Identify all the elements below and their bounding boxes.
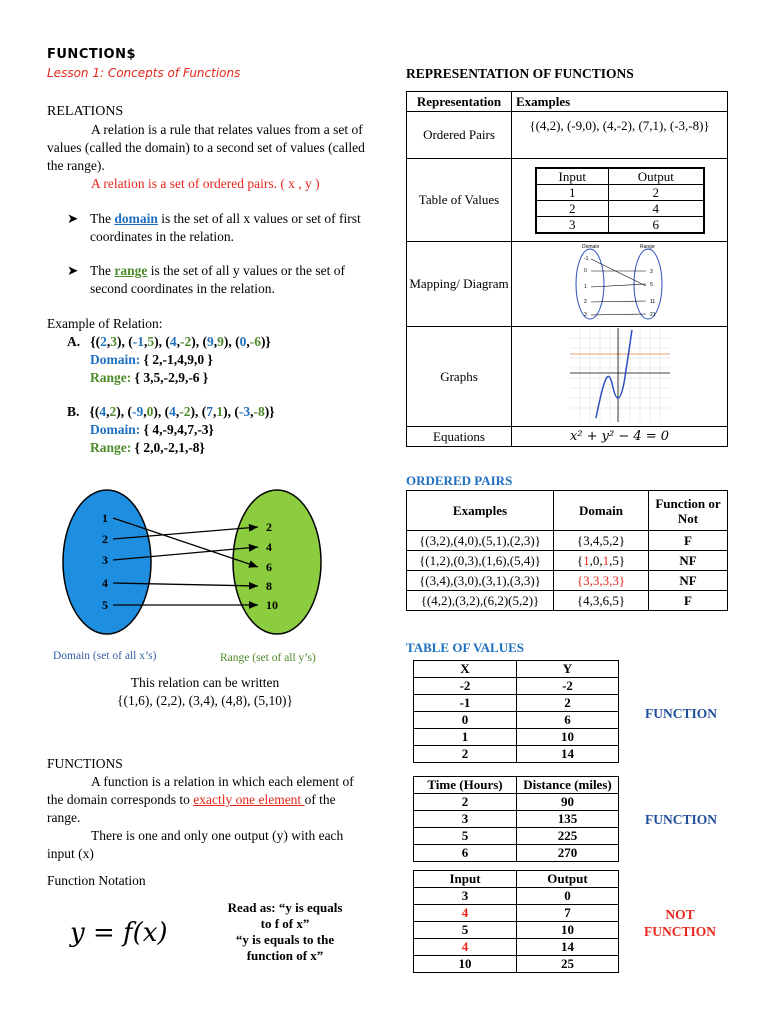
svg-text:-1: -1 <box>583 256 588 262</box>
svg-text:3: 3 <box>649 269 653 275</box>
svg-text:11: 11 <box>649 299 655 305</box>
range-value: 4 <box>266 540 272 554</box>
table-row: -2 -2 <box>414 678 619 695</box>
mini-table: Input Output 1 2 2 4 3 6 <box>535 167 705 234</box>
svg-text:5: 5 <box>649 282 653 288</box>
table-row: {(4,2),(3,2),(6,2)(5,2)} {4,3,6,5} F <box>407 591 728 611</box>
table-row: 3 0 <box>414 888 619 905</box>
rep-table-of-values: Table of Values <box>407 159 512 242</box>
mapping-diagram <box>55 488 335 638</box>
functions-paragraph: A function is a relation in which each element of the domain corresponds to exactly one element of the range. <box>47 774 354 825</box>
table-row: 4 14 <box>414 939 619 956</box>
rep-graphs: Graphs <box>407 327 512 427</box>
domain-value: 3 <box>102 553 108 567</box>
examples-col-header: Examples <box>512 92 728 112</box>
domain-keyword: domain <box>114 211 158 226</box>
rep-ordered-pairs: Ordered Pairs <box>407 112 512 159</box>
page-title: FUNCTION$ <box>47 47 137 62</box>
domain-caption: Domain (set of all x’s) <box>53 650 157 662</box>
svg-text:2: 2 <box>583 299 587 305</box>
table-row: 0 6 <box>414 712 619 729</box>
svg-text:Domain: Domain <box>581 244 599 250</box>
table-of-values-heading: TABLE OF VALUES <box>406 640 525 655</box>
tov-table-1: X Y -2 -2 -1 2 0 6 1 10 2 14 <box>413 660 619 763</box>
table-row: {(1,2),(0,3),(1,6),(5,4)} {1,0,1,5} NF <box>407 551 728 571</box>
svg-text:21: 21 <box>649 312 656 318</box>
ordered-pairs-heading: ORDERED PAIRS <box>406 473 513 488</box>
svg-text:0: 0 <box>583 268 587 274</box>
table-row: {(3,4),(3,0),(3,1),(3,3)} {3,3,3,3} NF <box>407 571 728 591</box>
range-oval <box>233 490 321 634</box>
table-row: 5 10 <box>414 922 619 939</box>
domain-value: 4 <box>102 576 108 590</box>
relation-definition: A relation is a set of ordered pairs. ( x , y ) <box>91 176 320 191</box>
table-row: 2 14 <box>414 746 619 763</box>
lesson-subtitle: Lesson 1: Concepts of Functions <box>47 66 241 80</box>
functions-heading: FUNCTIONS <box>47 756 123 771</box>
svg-text:3: 3 <box>583 312 587 318</box>
mini-graph <box>570 328 670 422</box>
ordered-pairs-table: Examples Domain Function or Not {(3,2),(4,0),(5,1),(2,3)} {3,4,5,2} F {(1,2),(0,3),(1,6),(5,4)} {1,0,1,5} NF {(3,4),(3,0),(3,1),(3,3)} {3,3,3,3} NF {(4,2),(3,2),(6,2)(5,2)} {4,3,6,5} F <box>406 490 728 611</box>
rep-mapping: Mapping/ Diagram <box>407 242 512 327</box>
domain-value: 1 <box>102 511 108 525</box>
equation-example: x² + y² − 4 = 0 <box>512 427 728 447</box>
tov-label-3: NOT FUNCTION <box>643 907 716 939</box>
domain-value: 2 <box>102 532 108 546</box>
relations-paragraph: A relation is a rule that relates values from a set of values (called the domain) to a second set of values (called the range). <box>47 122 365 173</box>
written-relation: This relation can be written {(1,6), (2,2), (3,4), (4,8), (5,10)} <box>116 675 294 708</box>
svg-text:Range: Range <box>639 244 655 250</box>
domain-bullet: ➤ The domain is the set of all x values or set of first coordinates in the relation. <box>67 211 361 244</box>
example-heading: Example of Relation: <box>47 316 163 331</box>
example-b: B. {(4,2), (-9,0), (4,-2), (7,1), (-3,-8)} Domain: { 4,-9,4,7,-3} Range: { 2,0,-2,1,-8} <box>67 404 275 455</box>
table-row: 2 90 <box>414 794 619 811</box>
table-row: 10 25 <box>414 956 619 973</box>
range-value: 2 <box>266 520 272 534</box>
functions-paragraph-2: There is one and only one output (y) with each input (x) <box>47 828 344 861</box>
notation-heading: Function Notation <box>47 873 146 888</box>
tov-label-1: FUNCTION <box>645 706 718 721</box>
mini-mapping-diagram <box>560 242 680 322</box>
representation-table <box>406 91 728 447</box>
function-notation: y = f(x) <box>70 918 168 948</box>
tov-label-2: FUNCTION <box>645 812 718 827</box>
example-a: A. {(2,3), (-1,5), (4,-2), (9,9), (0,-6)} Domain: { 2,-1,4,9,0 } Range: { 3,5,-2,9,-6 } <box>67 334 271 385</box>
relations-heading: RELATIONS <box>47 104 124 119</box>
range-caption: Range (set of all y’s) <box>220 652 316 664</box>
domain-value: 5 <box>102 598 108 612</box>
range-value: 6 <box>266 560 272 574</box>
exactly-one-element: exactly one element <box>193 792 305 807</box>
representation-heading: REPRESENTATION OF FUNCTIONS <box>406 66 634 81</box>
table-row: 6 270 <box>414 845 619 862</box>
table-row: 1 10 <box>414 729 619 746</box>
table-row: {(3,2),(4,0),(5,1),(2,3)} {3,4,5,2} F <box>407 531 728 551</box>
table-row: 4 7 <box>414 905 619 922</box>
table-row: 3 135 <box>414 811 619 828</box>
range-value: 8 <box>266 579 272 593</box>
range-value: 10 <box>266 598 278 612</box>
range-bullet: ➤ The range is the set of all y values or the set of second coordinates in the relation. <box>67 263 345 296</box>
tov-table-3: Input Output 3 0 4 7 5 10 4 14 10 25 <box>413 870 619 973</box>
tov-table-2: Time (Hours) Distance (miles) 2 90 3 135 5 225 6 270 <box>413 776 619 862</box>
table-row: -1 2 <box>414 695 619 712</box>
rep-col-header: Representation <box>407 92 512 112</box>
table-row: 5 225 <box>414 828 619 845</box>
read-as-text: Read as: “y is equals to f of x” “y is equals to the function of x” <box>227 900 343 963</box>
ordered-pairs-example: {(4,2), (-9,0), (4,-2), (7,1), (-3,-8)} <box>512 112 728 159</box>
rep-equations: Equations <box>407 427 512 447</box>
range-keyword: range <box>114 263 148 278</box>
svg-text:1: 1 <box>583 284 587 290</box>
